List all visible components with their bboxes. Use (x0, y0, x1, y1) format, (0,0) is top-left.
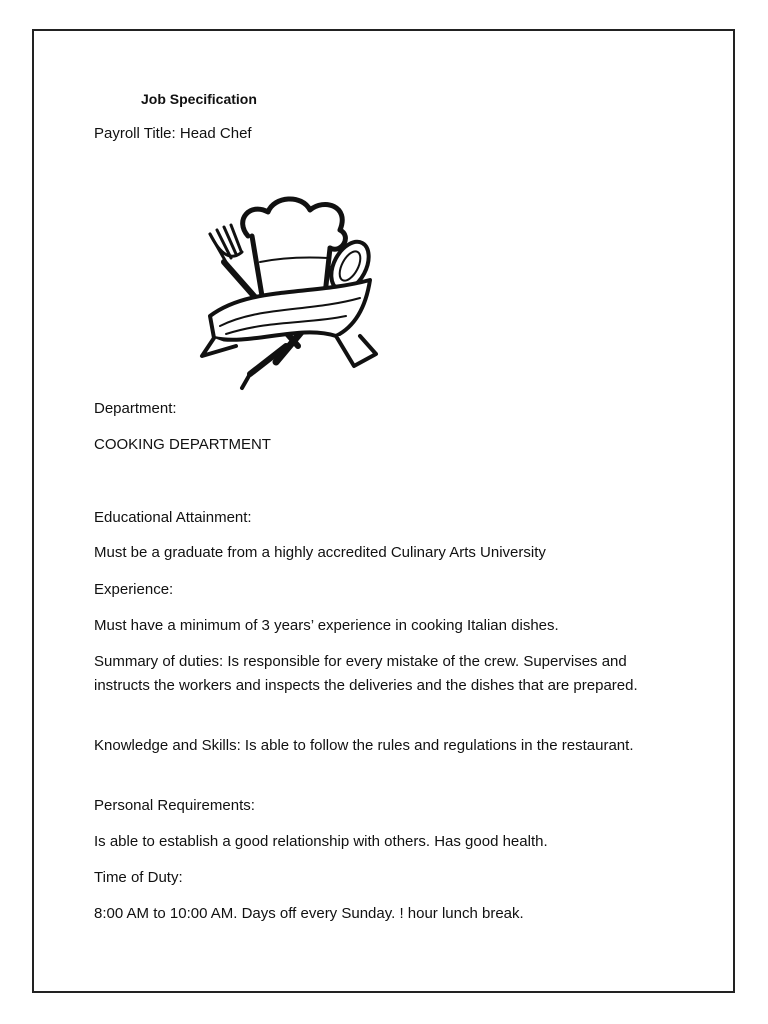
education-value: Must be a graduate from a highly accredited Culinary Arts University (94, 544, 546, 561)
education-label: Educational Attainment: (94, 509, 252, 526)
chef-hat-cutlery-icon (190, 196, 390, 416)
document-title: Job Specification (141, 91, 257, 107)
experience-value: Must have a minimum of 3 years’ experience in cooking Italian dishes. (94, 617, 559, 634)
knowledge-paragraph: Knowledge and Skills: Is able to follow the rules and regulations in the restaurant. (94, 737, 634, 754)
experience-label: Experience: (94, 581, 174, 598)
payroll-title: Payroll Title: Head Chef (94, 125, 252, 142)
duties-paragraph: Summary of duties: Is responsible for every mistake of the crew. Supervises and instructs the workers and inspects the deliveries and the dishes that are prepared. (94, 653, 638, 694)
personal-requirements-label: Personal Requirements: (94, 797, 255, 814)
department-value: COOKING DEPARTMENT (94, 436, 271, 453)
time-of-duty-value: 8:00 AM to 10:00 AM. Days off every Sunday. ! hour lunch break. (94, 905, 524, 922)
department-label: Department: (94, 400, 177, 417)
personal-requirements-value: Is able to establish a good relationship with others. Has good health. (94, 833, 548, 850)
time-of-duty-label: Time of Duty: (94, 869, 183, 886)
